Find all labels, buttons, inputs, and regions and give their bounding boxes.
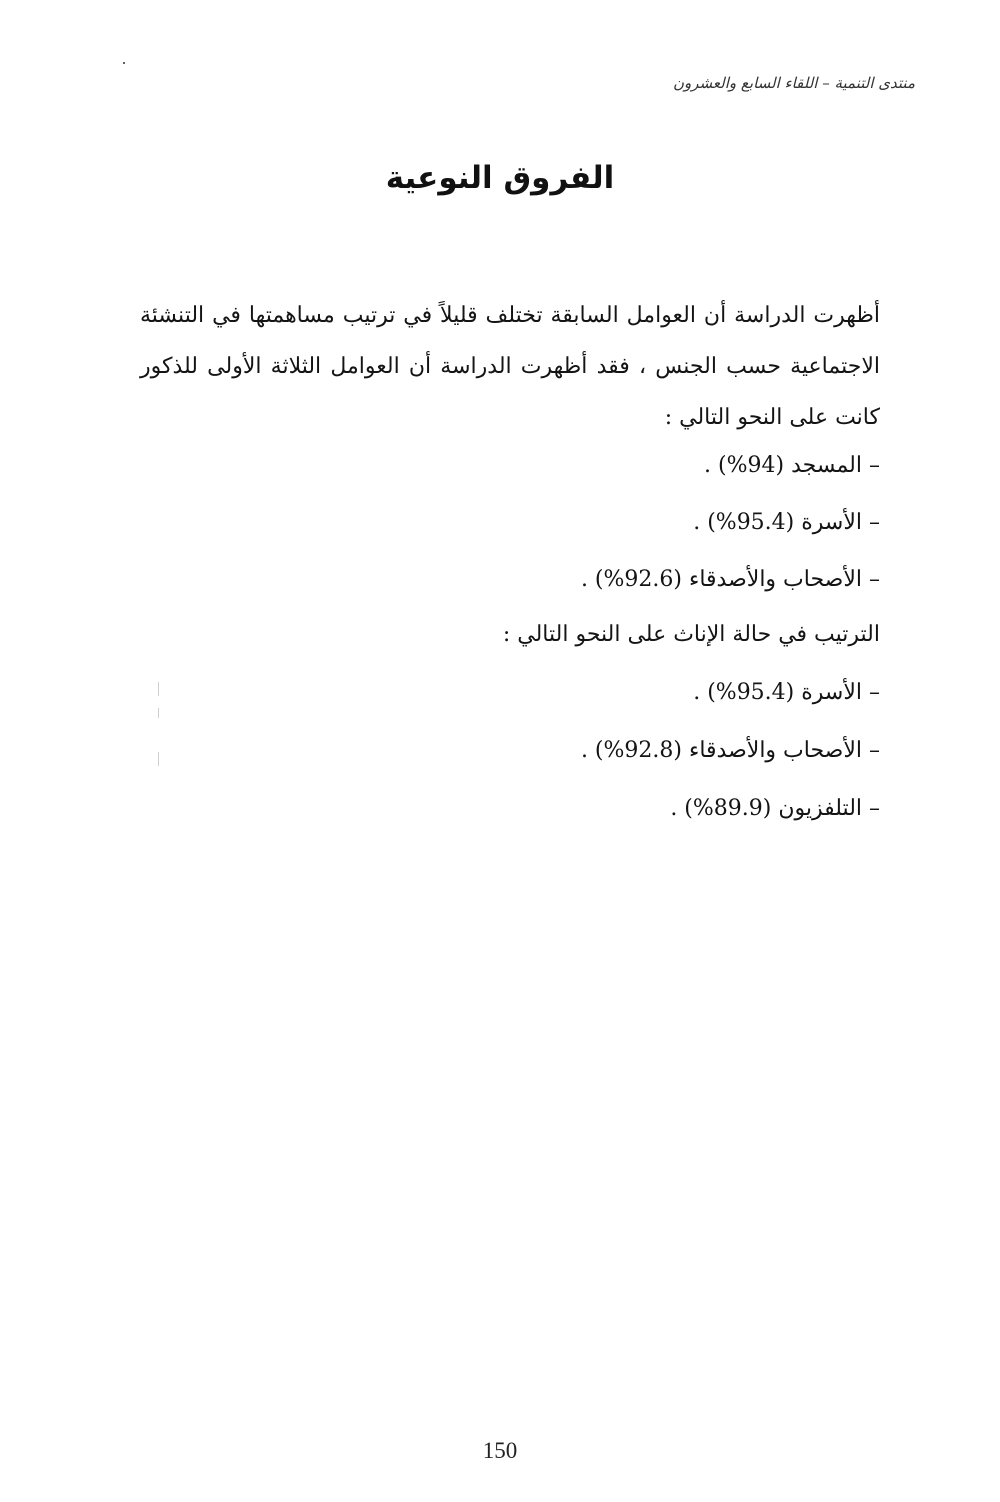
- scan-speck: [123, 62, 125, 64]
- male-list-item-family: – الأسرة (95.4%) .: [693, 510, 880, 535]
- running-header: منتدى التنمية – اللقاء السابع والعشرون: [673, 74, 915, 92]
- female-list-item-television: – التلفزيون (89.9%) .: [670, 796, 880, 821]
- scan-mark: [158, 752, 159, 766]
- male-list-item-friends: – الأصحاب والأصدقاء (92.6%) .: [580, 567, 880, 592]
- females-intro: الترتيب في حالة الإناث على النحو التالي :: [502, 622, 880, 647]
- intro-paragraph: أظهرت الدراسة أن العوامل السابقة تختلف قليلاً في ترتيب مساهمتها في التنشئة الاجتماعية حسب الجنس ، فقد أظهرت الدراسة أن العوامل الثلاثة الأولى للذكور كانت على النحو التالي :: [140, 303, 880, 430]
- section-title: الفروق النوعية: [385, 160, 615, 196]
- scan-mark: [158, 708, 159, 718]
- female-list-item-family: – الأسرة (95.4%) .: [693, 680, 880, 705]
- female-list-item-friends: – الأصحاب والأصدقاء (92.8%) .: [580, 738, 880, 763]
- male-list-item-mosque: – المسجد (94%) .: [704, 453, 880, 478]
- scan-mark: [158, 682, 159, 696]
- page-number: 150: [482, 1438, 518, 1463]
